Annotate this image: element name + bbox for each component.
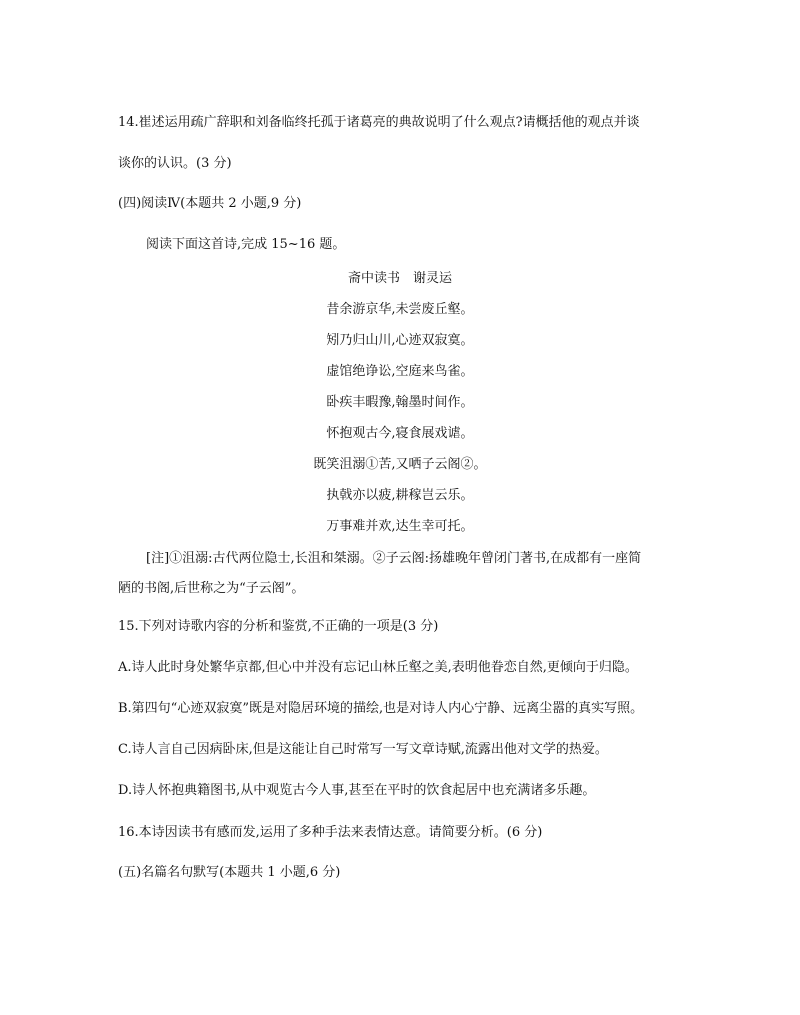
poem-line: 卧疾丰暇豫,翰墨时间作。 — [326, 395, 474, 410]
q15-option-d: D.诗人怀抱典籍图书,从中观览古今人事,甚至在平时的饮食起居中也充满诸多乐趣。 — [118, 783, 596, 798]
q14-line-1: 14.崔述运用疏广辞职和刘备临终托孤于诸葛亮的典故说明了什么观点?请概括他的观点并谈 — [118, 115, 640, 130]
section-5-heading: (五)名篇名句默写(本题共 1 小题,6 分) — [118, 865, 341, 880]
poem-title: 斋中读书 谢灵运 — [347, 271, 452, 286]
section-4-instruction: 阅读下面这首诗,完成 15~16 题。 — [146, 237, 346, 252]
note-line-2: 陋的书阁,后世称之为“子云阁”。 — [118, 581, 305, 596]
poem-line: 昔余游京华,未尝废丘壑。 — [326, 302, 474, 317]
q15-stem: 15.下列对诗歌内容的分析和鉴赏,不正确的一项是(3 分) — [118, 619, 439, 634]
q15-option-a: A.诗人此时身处繁华京都,但心中并没有忘记山林丘壑之美,表明他眷恋自然,更倾向于归隐。 — [118, 660, 638, 675]
poem-line: 万事难并欢,达生幸可托。 — [326, 519, 474, 534]
section-4-heading: (四)阅读Ⅳ(本题共 2 小题,9 分) — [118, 196, 302, 211]
poem-line: 虚馆绝诤讼,空庭来鸟雀。 — [326, 364, 474, 379]
q15-option-c: C.诗人言自己因病卧床,但是这能让自己时常写一写文章诗赋,流露出他对文学的热爱。 — [118, 742, 608, 757]
note-line-1: [注]①沮溺:古代两位隐士,长沮和桀溺。②子云阁:扬雄晚年曾闭门著书,在成都有一座简 — [146, 551, 642, 566]
poem-line: 执戟亦以疲,耕稼岂云乐。 — [326, 488, 474, 503]
poem-line: 矧乃归山川,心迹双寂寞。 — [326, 333, 474, 348]
poem-line: 怀抱观古今,寝食展戏谑。 — [326, 426, 474, 441]
q15-option-b: B.第四句“心迹双寂寞”既是对隐居环境的描绘,也是对诗人内心宁静、远离尘嚣的真实写照。 — [118, 701, 644, 716]
question-16-stem: 16.本诗因读书有感而发,运用了多种手法来表情达意。请简要分析。(6 分) — [118, 825, 543, 840]
q14-line-2: 谈你的认识。(3 分) — [118, 156, 232, 171]
poem-line: 既笑沮溺①苦,又哂子云阁②。 — [313, 457, 487, 472]
